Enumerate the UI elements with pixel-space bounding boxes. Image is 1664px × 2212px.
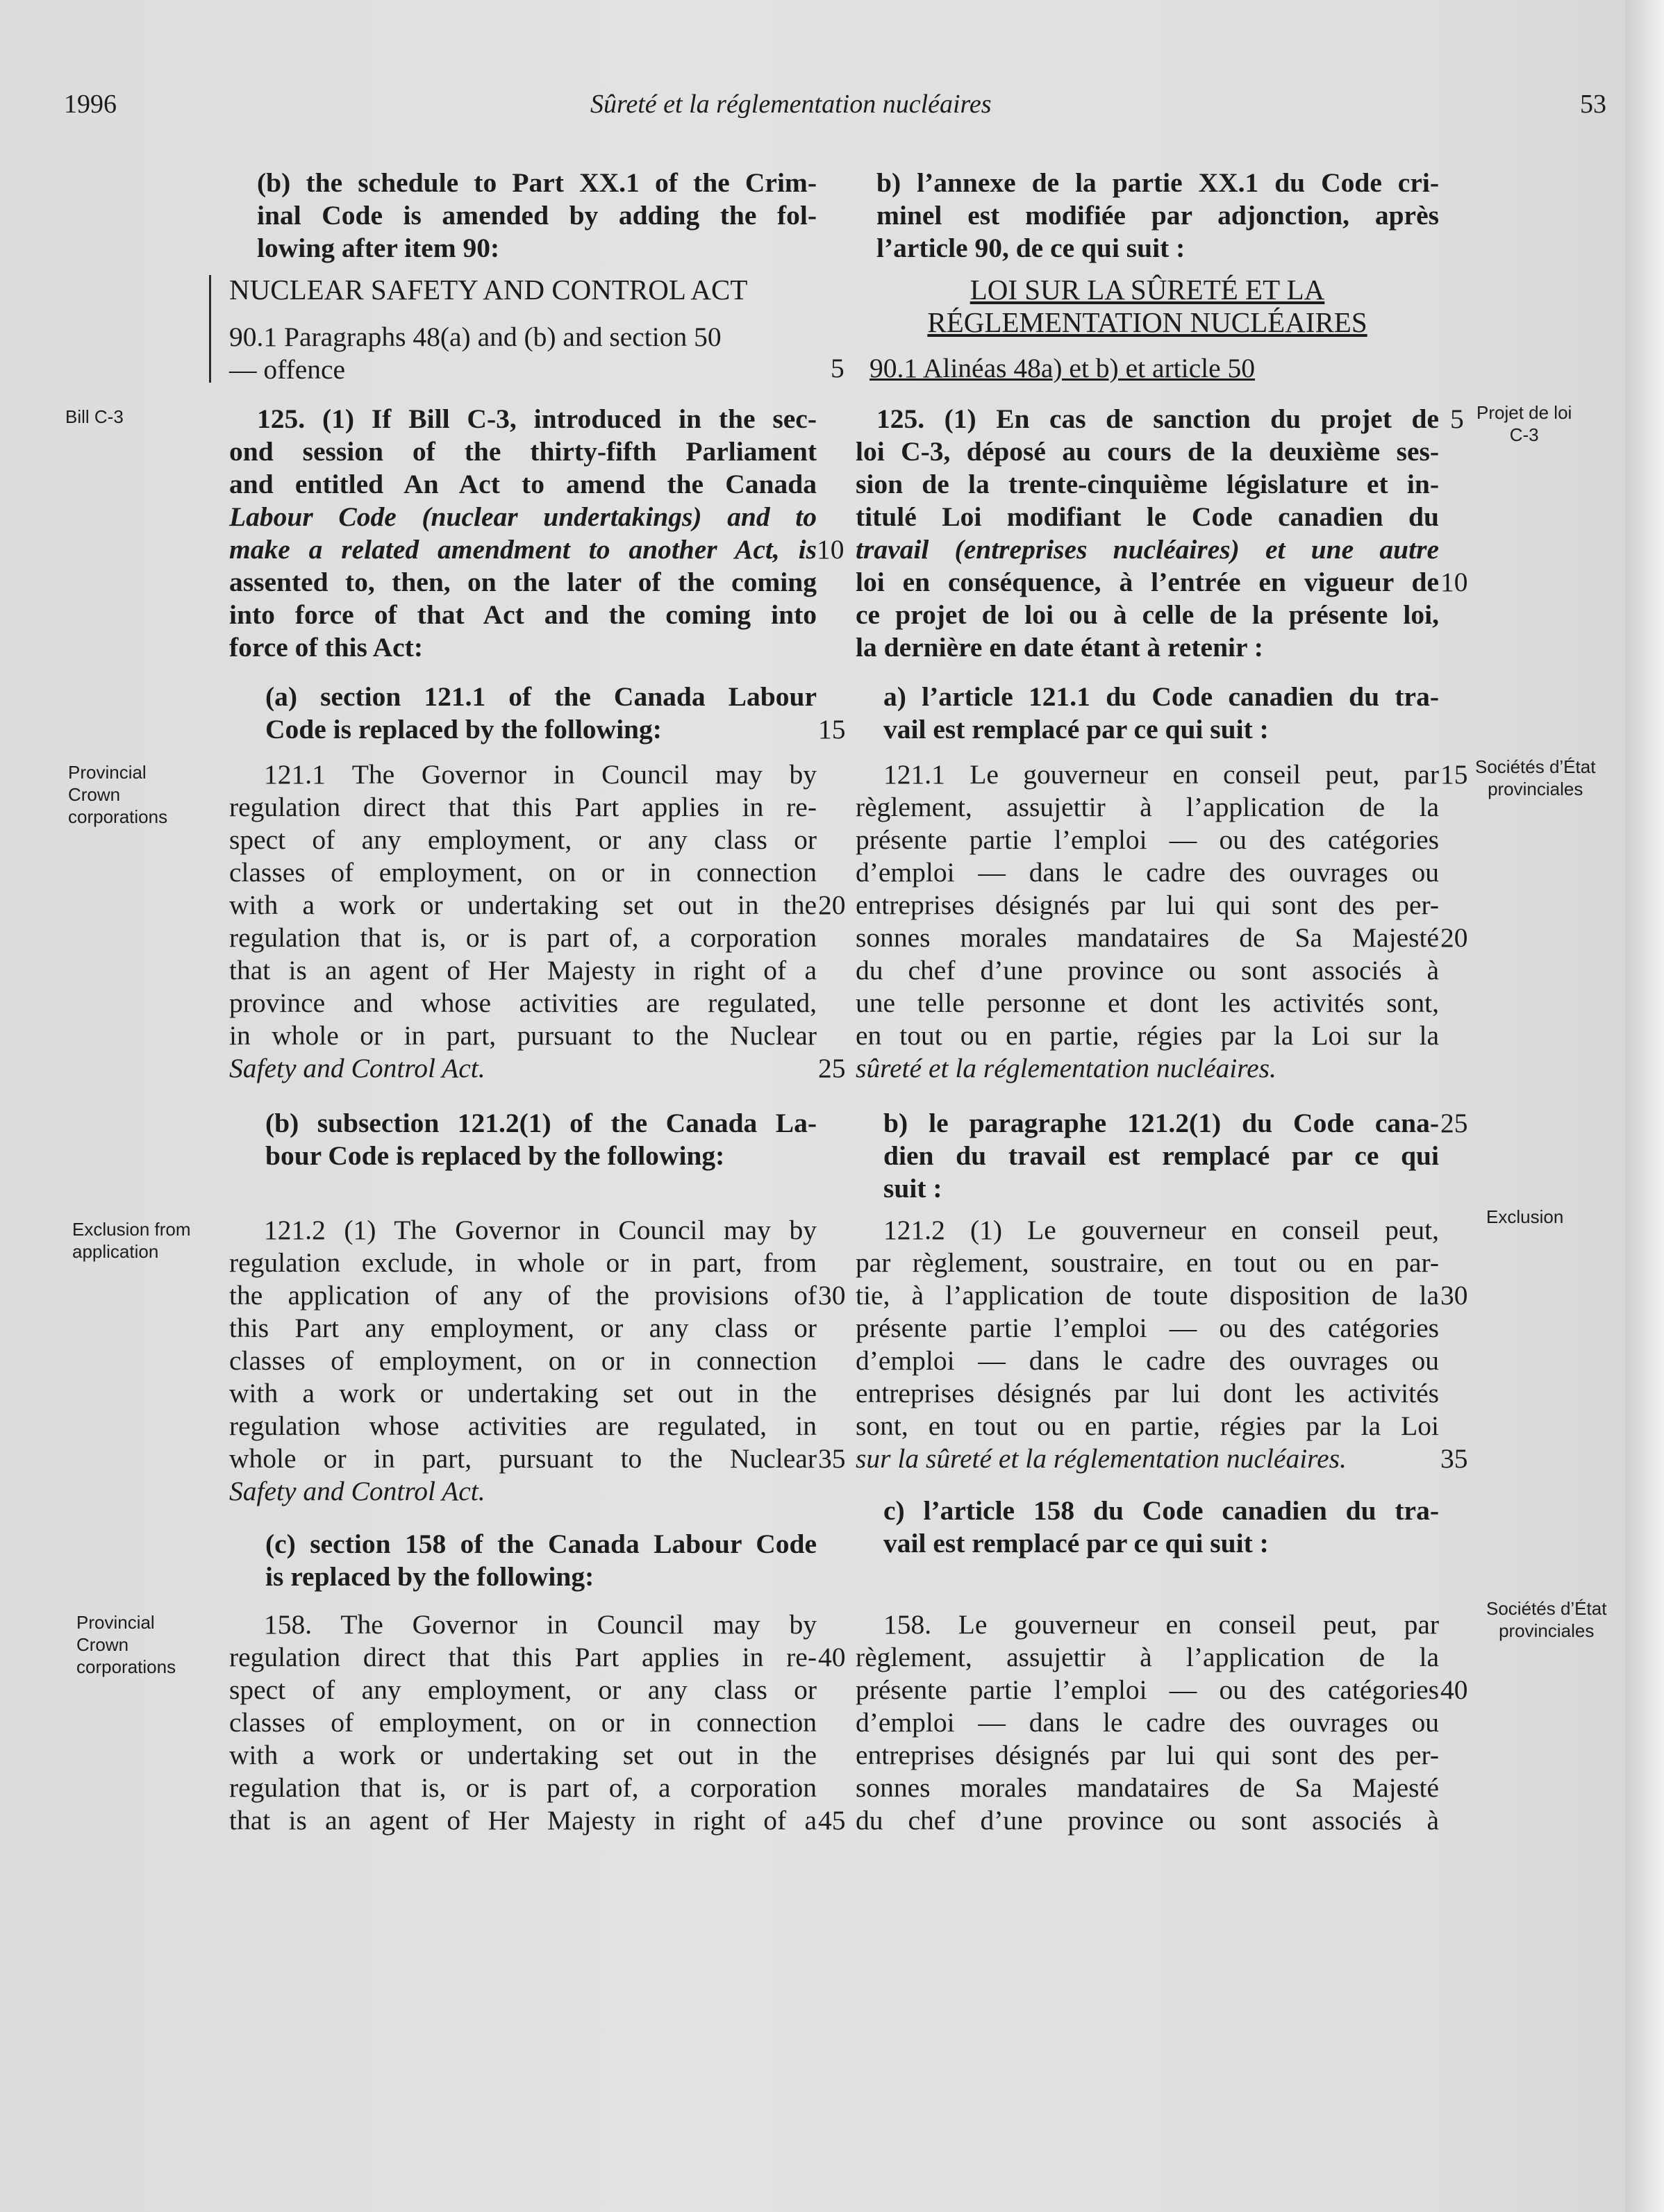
fr-intro-line: l’article 90, de ce qui suit : <box>876 233 1185 263</box>
fr-s158-line: règlement, assujettir à l’application de la <box>856 1642 1439 1672</box>
line-number: 15 <box>818 714 846 745</box>
fr-s1212-line: tie, à l’application de toute disposition de la <box>856 1280 1439 1311</box>
fr-s1211-line: règlement, assujettir à l’application de la <box>856 792 1439 822</box>
margin-note-line: Crown <box>68 784 121 805</box>
en-s158-line: regulation that is, or is part of, a corporation <box>229 1772 817 1803</box>
line-number: 10 <box>1440 567 1468 597</box>
fr-s158-line: d’emploi — dans le cadre des ouvrages ou <box>856 1707 1439 1738</box>
margin-note-line: Exclusion from <box>72 1219 191 1240</box>
fr-s1211-line: du chef d’une province ou sont associés à <box>856 955 1439 986</box>
fr-s125-line: ce projet de loi ou à celle de la présente loi, <box>856 599 1439 630</box>
en-intro-line: lowing after item 90: <box>257 233 500 263</box>
margin-note-projet <box>1476 401 1572 446</box>
en-schedule-item: 90.1 Paragraphs 48(a) and (b) and section 50 <box>229 322 722 352</box>
line-number: 30 <box>818 1280 846 1311</box>
line-number: 5 <box>831 353 845 383</box>
fr-s1211-line: en tout ou en partie, régies par la Loi sur la <box>856 1020 1439 1051</box>
amendment-bar <box>209 275 211 383</box>
margin-note-line: application <box>72 1241 159 1262</box>
fr-s125-line: sion de la trente-cinquième législature et in- <box>856 469 1439 499</box>
en-s1212-line: Safety and Control Act. <box>229 1476 485 1506</box>
fr-para-c: c) l’article 158 du Code canadien du tra- <box>883 1495 1439 1526</box>
en-para-c: (c) section 158 of the Canada Labour Code <box>265 1529 817 1559</box>
en-schedule-heading: NUCLEAR SAFETY AND CONTROL ACT <box>229 274 748 306</box>
en-s1211-line: in whole or in part, pursuant to the Nuclear <box>229 1020 817 1051</box>
fr-s1211-line: entreprises désignés par lui qui sont des per- <box>856 890 1439 920</box>
fr-para-b: b) le paragraphe 121.2(1) du Code cana- <box>883 1108 1439 1138</box>
en-s125-line: assented to, then, on the later of the coming <box>229 567 817 597</box>
en-s125-line: make a related amendment to another Act, is <box>229 534 817 565</box>
fr-s158-line: présente partie l’emploi — ou des catégories <box>856 1674 1439 1705</box>
header-page-number: 53 <box>1580 90 1606 119</box>
fr-para-c: vail est remplacé par ce qui suit : <box>883 1528 1269 1558</box>
line-number: 45 <box>818 1805 846 1836</box>
en-s1212-line: regulation exclude, in whole or in part, from <box>229 1247 817 1278</box>
line-number: 20 <box>1440 922 1468 953</box>
en-s1211-line: spect of any employment, or any class or <box>229 824 817 855</box>
en-s1212-line: the application of any of the provisions of <box>229 1280 817 1311</box>
margin-note-line: corporations <box>76 1656 176 1677</box>
en-s1212-line: regulation whose activities are regulated, in <box>229 1411 817 1441</box>
en-s1211-line: 121.1 The Governor in Council may by <box>264 759 817 790</box>
fr-s1211-line: une telle personne et dont les activités sont, <box>856 988 1439 1018</box>
fr-s125-line: 125. (1) En cas de sanction du projet de <box>876 404 1439 434</box>
margin-note-exclusion <box>72 1218 191 1263</box>
line-number: 30 <box>1440 1280 1468 1311</box>
margin-note-line: corporations <box>68 806 168 827</box>
en-s158-line: 158. The Governor in Council may by <box>264 1609 817 1640</box>
en-para-b: (b) subsection 121.2(1) of the Canada La- <box>265 1108 817 1138</box>
fr-s1212-line: 121.2 (1) Le gouverneur en conseil peut, <box>883 1215 1439 1245</box>
fr-para-a: a) l’article 121.1 du Code canadien du tra- <box>883 681 1439 712</box>
en-s158-line: regulation direct that this Part applies in re- <box>229 1642 817 1672</box>
margin-note-provincial <box>68 761 167 828</box>
line-number: 25 <box>818 1053 846 1083</box>
margin-note-societes <box>1486 1597 1606 1642</box>
en-s125-line: force of this Act: <box>229 632 423 663</box>
fr-para-a: vail est remplacé par ce qui suit : <box>883 714 1269 745</box>
fr-s1212-line: sur la sûreté et la réglementation nucléaires. <box>856 1443 1347 1474</box>
fr-s125-line: travail (entreprises nucléaires) et une autre <box>856 534 1439 565</box>
en-s1211-line: regulation direct that this Part applies in re- <box>229 792 817 822</box>
margin-note-line: C-3 <box>1509 424 1539 445</box>
fr-schedule-heading: RÉGLEMENTATION NUCLÉAIRES <box>927 306 1367 338</box>
en-s158-line: classes of employment, on or in connection <box>229 1707 817 1738</box>
fr-s1211-line: sonnes morales mandataires de Sa Majesté <box>856 922 1439 953</box>
fr-s1212-line: par règlement, soustraire, en tout ou en par- <box>856 1247 1439 1278</box>
margin-note-provincial <box>76 1611 176 1678</box>
line-number: 40 <box>1440 1674 1468 1705</box>
en-s158-line: spect of any employment, or any class or <box>229 1674 817 1705</box>
fr-intro-line: b) l’annexe de la partie XX.1 du Code cri- <box>876 167 1439 198</box>
en-s158-line: with a work or undertaking set out in the <box>229 1740 817 1770</box>
fr-s158-line: 158. Le gouverneur en conseil peut, par <box>883 1609 1439 1640</box>
line-number: 25 <box>1440 1108 1468 1138</box>
en-s1212-line: 121.2 (1) The Governor in Council may by <box>264 1215 817 1245</box>
en-s1212-line: whole or in part, pursuant to the Nuclear <box>229 1443 817 1474</box>
fr-para-b: suit : <box>883 1173 942 1204</box>
header-title: Sûreté et la réglementation nucléaires <box>590 90 992 119</box>
margin-note-exclusion-fr: Exclusion <box>1486 1206 1564 1227</box>
fr-s1212-line: sont, en tout ou en partie, régies par la Loi <box>856 1411 1439 1441</box>
fr-s1212-line: entreprises désignés par lui dont les activités <box>856 1378 1439 1408</box>
fr-s1212-line: présente partie l’emploi — ou des catégories <box>856 1313 1439 1343</box>
line-number: 35 <box>1440 1443 1468 1474</box>
fr-s1211-line: d’emploi — dans le cadre des ouvrages ou <box>856 857 1439 888</box>
margin-note-line: Sociétés d’État <box>1486 1598 1607 1619</box>
line-number: 20 <box>818 890 846 920</box>
line-number: 40 <box>818 1642 846 1672</box>
margin-note-line: Provincial <box>76 1612 155 1633</box>
margin-note-societes <box>1475 756 1595 800</box>
en-s1212-line: with a work or undertaking set out in the <box>229 1378 817 1408</box>
margin-note-line: Projet de loi <box>1476 402 1572 423</box>
line-number: 10 <box>817 534 845 565</box>
en-s1212-line: this Part any employment, or any class or <box>229 1313 817 1343</box>
en-s125-line: Labour Code (nuclear undertakings) and to <box>229 501 817 532</box>
fr-s1211-line: présente partie l’emploi — ou des catégories <box>856 824 1439 855</box>
fr-s158-line: entreprises désignés par lui qui sont des per- <box>856 1740 1439 1770</box>
fr-s1211-line: sûreté et la réglementation nucléaires. <box>856 1053 1276 1083</box>
fr-s158-line: sonnes morales mandataires de Sa Majesté <box>856 1772 1439 1803</box>
fr-s1212-line: d’emploi — dans le cadre des ouvrages ou <box>856 1345 1439 1376</box>
fr-schedule-heading: LOI SUR LA SÛRETÉ ET LA <box>970 274 1325 306</box>
margin-note-line: Provincial <box>68 762 147 783</box>
en-schedule-item: — offence <box>229 354 346 385</box>
margin-note-line: provinciales <box>1499 1620 1595 1641</box>
fr-s125-line: loi C-3, déposé au cours de la deuxième ses- <box>856 436 1439 467</box>
fr-s125-line: la dernière en date étant à retenir : <box>856 632 1263 663</box>
en-s1211-line: that is an agent of Her Majesty in right of a <box>229 955 817 986</box>
margin-note-line: Sociétés d’État <box>1475 756 1596 777</box>
en-s1211-line: regulation that is, or is part of, a corporation <box>229 922 817 953</box>
en-s1211-line: classes of employment, on or in connection <box>229 857 817 888</box>
en-s125-line: into force of that Act and the coming into <box>229 599 817 630</box>
en-para-a: (a) section 121.1 of the Canada Labour <box>265 681 817 712</box>
en-s1211-line: province and whose activities are regulated, <box>229 988 817 1018</box>
en-s125-line: and entitled An Act to amend the Canada <box>229 469 817 499</box>
margin-note-line: Crown <box>76 1634 129 1655</box>
fr-s1211-line: 121.1 Le gouverneur en conseil peut, par <box>883 759 1439 790</box>
en-s1212-line: classes of employment, on or in connection <box>229 1345 817 1376</box>
fr-schedule-item: 90.1 Alinéas 48a) et b) et article 50 <box>870 353 1256 383</box>
en-para-c: is replaced by the following: <box>265 1561 594 1592</box>
header-year: 1996 <box>64 90 117 119</box>
line-number: 35 <box>818 1443 846 1474</box>
en-intro-line: (b) the schedule to Part XX.1 of the Crim- <box>257 167 817 198</box>
en-s125-line: ond session of the thirty-fifth Parliament <box>229 436 817 467</box>
en-s1211-line: Safety and Control Act. <box>229 1053 485 1083</box>
fr-s158-line: du chef d’une province ou sont associés à <box>856 1805 1439 1836</box>
fr-para-b: dien du travail est remplacé par ce qui <box>883 1140 1439 1171</box>
en-para-b: bour Code is replaced by the following: <box>265 1140 725 1171</box>
en-s1211-line: with a work or undertaking set out in the <box>229 890 817 920</box>
fr-s125-line: titulé Loi modifiant le Code canadien du <box>856 501 1439 532</box>
fr-intro-line: minel est modifiée par adjonction, après <box>876 200 1439 231</box>
margin-note-bill: Bill C-3 <box>65 406 124 427</box>
en-intro-line: inal Code is amended by adding the fol- <box>257 200 817 231</box>
margin-note-line: provinciales <box>1488 779 1583 799</box>
line-number: 15 <box>1440 759 1468 790</box>
fr-s125-line: loi en conséquence, à l’entrée en vigueur de <box>856 567 1439 597</box>
page-edge-shadow <box>1625 0 1664 2212</box>
en-para-a: Code is replaced by the following: <box>265 714 662 745</box>
en-s158-line: that is an agent of Her Majesty in right of a <box>229 1805 817 1836</box>
en-s125-line: 125. (1) If Bill C-3, introduced in the sec- <box>257 404 817 434</box>
line-number: 5 <box>1450 404 1464 434</box>
